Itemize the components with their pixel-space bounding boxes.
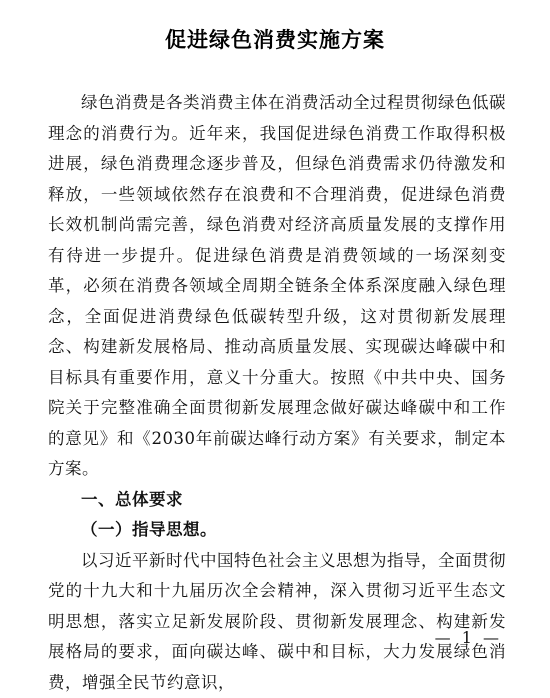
intro-paragraph: 绿色消费是各类消费主体在消费活动全过程贯彻绿色低碳理念的消费行为。近年来，我国促进绿色消费工作取得积极进展，绿色消费理念逐步普及，但绿色消费需求仍待激发和释放，一些领域依然存在浪费和不合理消费，促进绿色消费长效机制尚需完善，绿色消费对经济高质量发展的支撑作用有待进一步提升。促进绿色消费是消费领域的一场深刻变革，必须在消费各领域全周期全链条全体系深度融入绿色理念，全面促进消费绿色低碳转型升级，这对贯彻新发展理念、构建新发展格局、推动高质量发展、实现碳达峰碳中和目标具有重要作用，意义十分重大。按照《中共中央、国务院关于完整准确全面贯彻新发展理念做好碳达峰碳中和工作的意见》和《2030年前碳达峰行动方案》有关要求，制定本方案。	[48, 88, 506, 485]
guiding-paragraph: 以习近平新时代中国特色社会主义思想为指导，全面贯彻党的十九大和十九届历次全会精神，深入贯彻习近平生态文明思想，落实立足新发展阶段、贯彻新发展理念、构建新发展格局的要求，面向碳达峰、碳中和目标，大力发展绿色消费，增强全民节约意识，	[48, 546, 506, 698]
document-body	[48, 88, 506, 698]
page-number: — 1 —	[0, 628, 550, 647]
document-title: 促进绿色消费实施方案	[0, 24, 550, 54]
section-heading: 一、总体要求	[48, 485, 506, 516]
subsection-heading: （一）指导思想。	[48, 515, 506, 546]
